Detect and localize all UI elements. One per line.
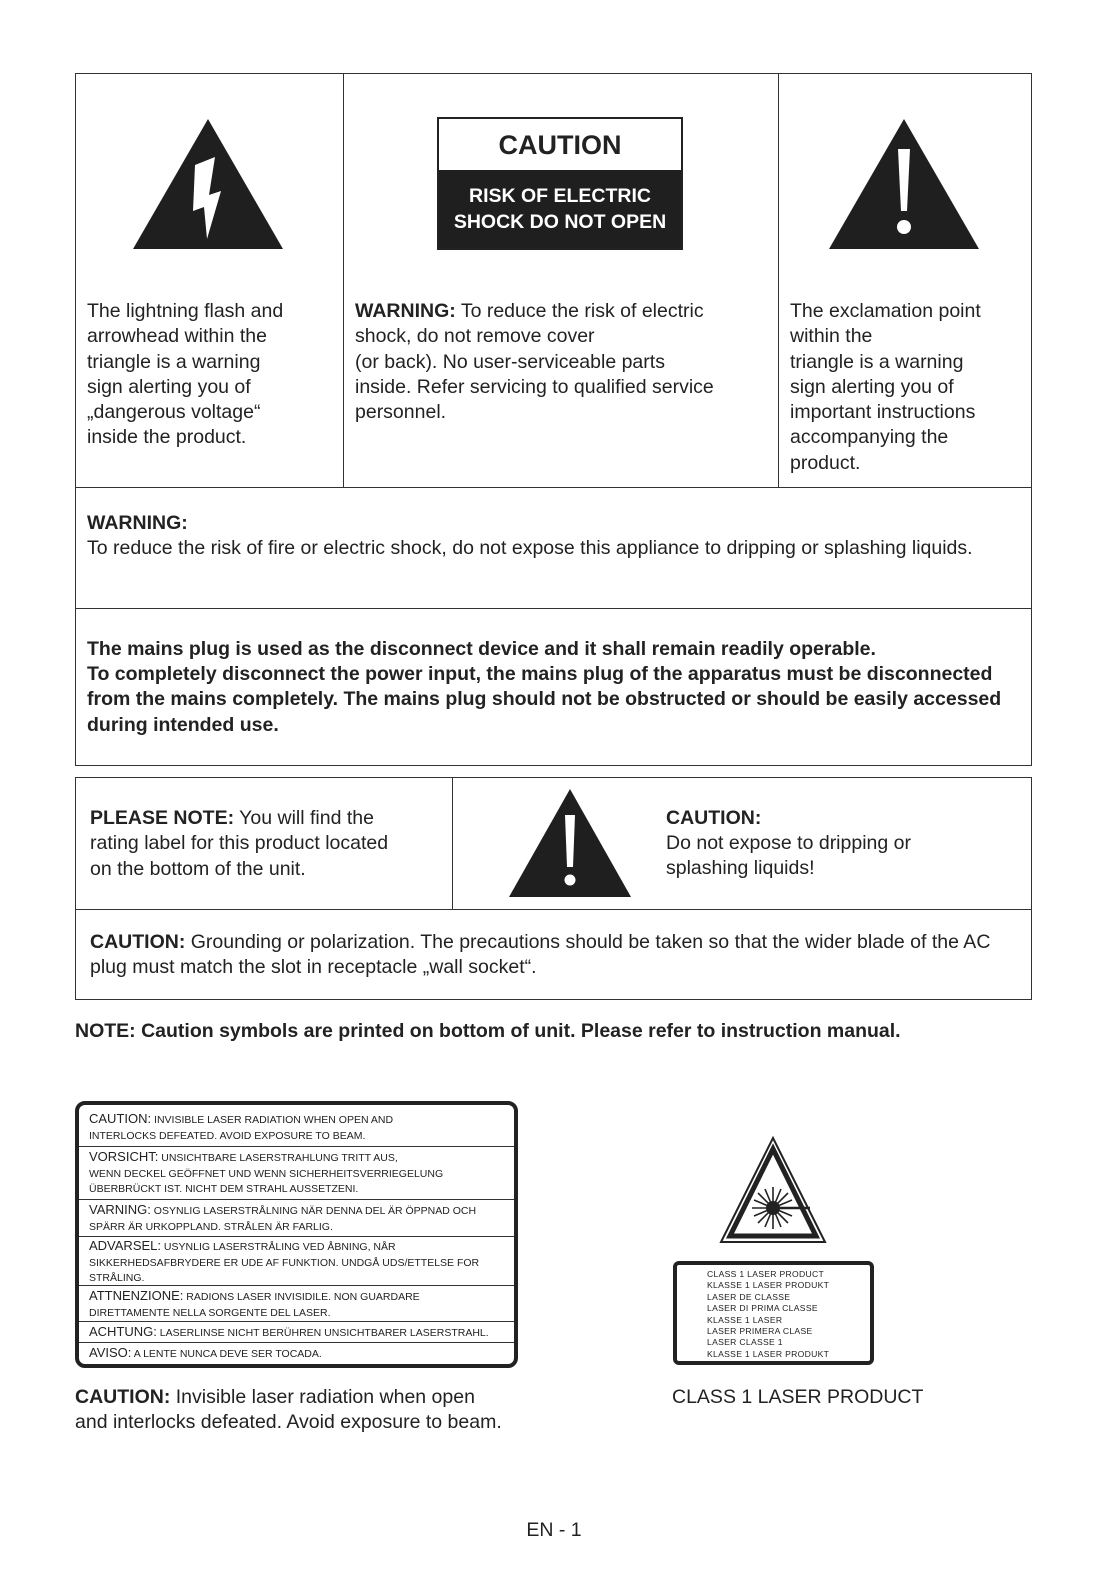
table-divider [343, 73, 344, 488]
laser-row-divider [79, 1199, 514, 1200]
laser-row-attenzione [89, 1288, 508, 1321]
laser-row-head: VORSICHT: [89, 1149, 159, 1164]
grounding-caution-text [90, 930, 1022, 981]
laser-hazard-icon [718, 1135, 828, 1247]
laser-caution-label: CAUTION: [75, 1386, 171, 1408]
exclamation-triangle-icon [507, 787, 633, 899]
class1-caption: CLASS 1 LASER PRODUCT [672, 1386, 924, 1408]
laser-row-text: OSYNLIG LASERSTRÅLNING NÄR DENNA DEL ÄR ÖPPNAD OCH SPÄRR ÄR URKOPPLAND. STRÅLEN ÄR FARLIG. [89, 1205, 477, 1233]
grounding-caution-body: Grounding or polarization. The precautions should be taken so that the wider blade of the AC plug must match the slot in receptacle „wall socket“. [90, 931, 991, 979]
laser-row-advarsel [89, 1238, 508, 1287]
laser-row-head: ADVARSEL: [89, 1238, 162, 1253]
caution-dripping-text: Do not expose to dripping or splashing liquids! [666, 832, 911, 880]
table-divider [75, 608, 1032, 609]
warning-cover-text [355, 299, 775, 425]
caution-label-body: RISK OF ELECTRIC SHOCK DO NOT OPEN [439, 170, 681, 248]
table-divider [452, 777, 453, 910]
laser-warning-label [75, 1101, 518, 1368]
laser-row-head: VARNING: [89, 1202, 151, 1217]
laser-row-text: USYNLIG LASERSTRÅLING VED ÅBNING, NÅR SIKKERHEDSAFBRYDERE ER UDE AF FUNKTION. UNDGÅ UDS/ETTELSE FOR STRÅLING. [89, 1241, 480, 1284]
laser-row-divider [79, 1236, 514, 1237]
caution-label-title: CAUTION [498, 129, 622, 160]
laser-row-divider [79, 1342, 514, 1343]
laser-row-text: INVISIBLE LASER RADIATION WHEN OPEN AND INTERLOCKS DEFEATED. AVOID EXPOSURE TO BEAM. [89, 1114, 394, 1142]
laser-caution-caption [75, 1385, 595, 1436]
laser-row-head: CAUTION: [89, 1111, 152, 1126]
please-note-text [90, 806, 450, 882]
laser-row-head: AVISO: [89, 1345, 132, 1360]
warning-cover-body: To reduce the risk of electric shock, do not remove cover (or back). No user-serviceable parts inside. Refer servicing to qualified service personnel. [355, 300, 714, 424]
laser-row-text: A LENTE NUNCA DEVE SER TOCADA. [131, 1348, 322, 1360]
laser-caution-body: Invisible laser radiation when open and interlocks defeated. Avoid exposure to beam. [75, 1386, 502, 1434]
laser-row-vorsicht [89, 1149, 508, 1198]
exclamation-triangle-icon [827, 117, 981, 251]
laser-row-aviso [89, 1345, 508, 1363]
laser-row-divider [79, 1321, 514, 1322]
caution-shock-label [437, 117, 683, 250]
lightning-triangle-icon [131, 117, 285, 251]
table-divider [75, 909, 1032, 910]
mains-plug-line1: The mains plug is used as the disconnect device and it shall remain readily operable. [87, 638, 876, 660]
page-number: EN - 1 [526, 1519, 582, 1541]
class1-label-lines: CLASS 1 LASER PRODUCT KLASSE 1 LASER PRODUKT LASER DE CLASSE LASER DI PRIMA CLASSE KLASSE 1 LASER LASER PRIMERA CLASE LASER CLASSE 1 KLASSE 1 LASER PRODUKT [707, 1269, 830, 1359]
please-note-body: You will find the rating label for this product located on the bottom of the unit. [90, 807, 389, 880]
laser-row-text: UNSICHTBARE LASERSTRAHLUNG TRITT AUS, WENN DECKEL GEÖFFNET UND WENN SICHERHEITSVERRIEGELUNG ÜBERBRÜCKT IST. NICHT DEM STRAHL AUSSETZENI. [89, 1152, 444, 1195]
laser-row-caution [89, 1111, 508, 1144]
lightning-description: The lightning flash and arrowhead within the triangle is a warning sign alerting you of „dangerous voltage“ inside the product. [87, 300, 284, 449]
please-note-label: PLEASE NOTE: [90, 807, 235, 829]
table-divider [778, 73, 779, 488]
class1-laser-label [673, 1261, 874, 1365]
laser-row-head: ACHTUNG: [89, 1324, 157, 1339]
warning-heading: WARNING: [87, 512, 188, 534]
laser-row-divider [79, 1285, 514, 1286]
note-line: NOTE: Caution symbols are printed on bottom of unit. Please refer to instruction manual. [75, 1020, 901, 1042]
laser-row-divider [79, 1146, 514, 1147]
laser-row-achtung [89, 1324, 508, 1342]
warning-fire-text: To reduce the risk of fire or electric shock, do not expose this appliance to dripping or splashing liquids. [87, 537, 973, 559]
laser-row-text: LASERLINSE NICHT BERÜHREN UNSICHTBARER LASERSTRAHL. [156, 1327, 489, 1339]
laser-row-head: ATTNENZIONE: [89, 1288, 184, 1303]
exclamation-description: The exclamation point within the triangle is a warning sign alerting you of important instructions accompanying the product. [790, 300, 981, 474]
table-divider [75, 487, 1032, 488]
grounding-caution-label: CAUTION: [90, 931, 186, 953]
caution-dripping-heading: CAUTION: [666, 807, 762, 829]
laser-row-varning [89, 1202, 508, 1235]
mains-plug-line2: To completely disconnect the power input, the mains plug of the apparatus must be disconnected from the mains completely. The mains plug should not be obstructed or should be easily accessed during intended use. [87, 663, 1002, 736]
warning-label: WARNING: [355, 300, 456, 322]
laser-row-text: RADIONS LASER INVISIDILE. NON GUARDARE DIRETTAMENTE NELLA SORGENTE DEL LASER. [89, 1291, 420, 1319]
